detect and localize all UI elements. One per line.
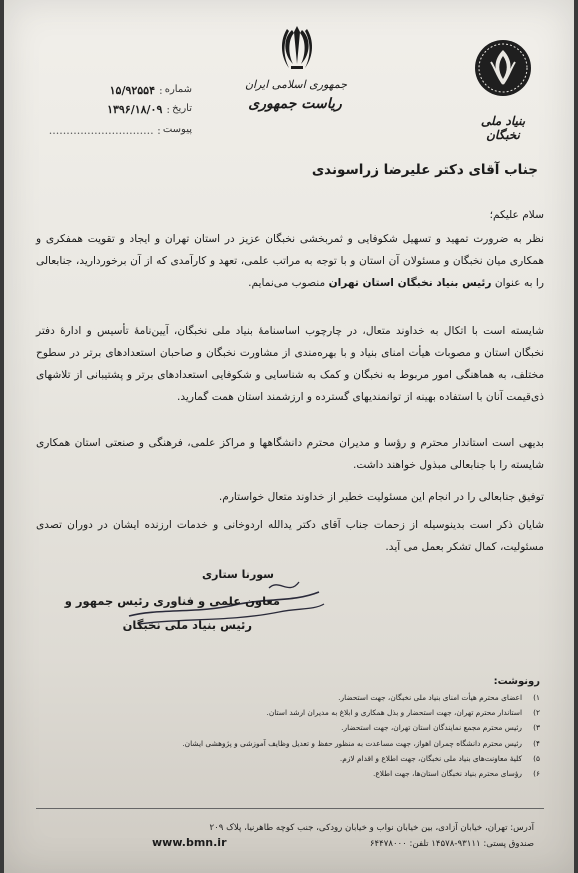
appointment-title: رئیس بنیاد نخبگان استان تهران bbox=[328, 277, 492, 289]
attachment-label: پیوست bbox=[162, 124, 192, 135]
iran-emblem-icon bbox=[279, 24, 315, 72]
signatory-title-2: رئیس بنیاد ملی نخبگان bbox=[122, 618, 252, 632]
letter-date: تاریخ : ۱۳۹۶/۱۸/۰۹ bbox=[107, 103, 192, 116]
number-label: شماره bbox=[164, 84, 192, 95]
date-label: تاریخ bbox=[172, 103, 192, 114]
cc-item: ۵) کلیهٔ معاونت‌های بنیاد ملی نخبگان، جهت اطلاع و اقدام لازم. bbox=[339, 753, 540, 763]
cc-list bbox=[70, 690, 540, 781]
letter-attachment: پیوست : .............................. bbox=[48, 124, 192, 137]
cc-item: ۴) رئیس محترم دانشگاه چمران اهواز، جهت مساعدت به منظور حفظ و تعدیل وظایف آموزشی و پژوهشی ایشان. bbox=[182, 738, 540, 748]
number-value: ۱۵/۹۲۵۵۴ bbox=[109, 84, 155, 97]
cc-item: ۶) رؤسای محترم بنیاد نخبگان استان‌ها، جهت اطلاع. bbox=[373, 769, 540, 779]
cc-item: ۲) استاندار محترم تهران، جهت استحضار و بذل همکاری و ابلاغ به مدیران ارشد استان. bbox=[266, 708, 540, 718]
paragraph-4: توفیق جنابعالی را در انجام این مسئولیت خطیر از خداوند متعال خواستارم. bbox=[218, 491, 544, 503]
cc-item: ۳) رئیس محترم مجمع نمایندگان استان تهران، جهت استحضار. bbox=[341, 723, 540, 733]
gov-line-2: ریاست جمهوری bbox=[248, 96, 342, 112]
paragraph-5: شایان ذکر است بدینوسیله از زحمات جناب آقای دکتر یدالله اردوخانی و خدمات ارزنده ایشان در دوران تصدی مسئولیت، کمال تشکر بعمل می آید. bbox=[36, 519, 544, 553]
bmn-logo-icon bbox=[473, 38, 533, 98]
signatory-title-1: معاون علمی و فناوری رئیس جمهور و bbox=[64, 594, 280, 608]
footer-address: آدرس: تهران، خیابان آزادی، بین خیابان نواب و خیابان رودکی، جنب کوچه طاهرنیا، پلاک ۲۰۹ صندوق پستی: ۹۳۱۱۱-۱۴۵۷۸ تلفن: ۶۴۴۷۸۰۰۰ bbox=[114, 820, 534, 852]
letter-number: شماره : ۱۵/۹۲۵۵۴ bbox=[109, 84, 192, 97]
website-link[interactable]: www.bmn.ir bbox=[152, 836, 227, 849]
signatory-name: سورنا ستاری bbox=[202, 568, 274, 581]
paragraph-1: نظر به ضرورت تمهید و تسهیل شکوفایی و ثمربخشی نخبگان عزیز در استان تهران و ایجاد و تقویت همفکری و همکاری میان نخبگان و مسئولان آن استان و با توجه به مراتب علمی، تعهد و کارآمدی که از آن برخوردارید، جنابعالی را به عنوان رئیس بنیاد نخبگان استان تهران منصوب می‌نمایم. bbox=[36, 233, 544, 289]
greeting: سلام علیکم؛ bbox=[489, 209, 544, 221]
cc-title: رونوشت: bbox=[493, 676, 540, 687]
recipient: جناب آقای دکتر علیرضا زراسوندی bbox=[311, 162, 538, 178]
org-logo bbox=[464, 38, 542, 142]
paragraph-2: شایسته است با اتکال به خداوند متعال، در چارچوب اساسنامهٔ بنیاد ملی نخبگان، آیین‌نامهٔ تأسیس و ادارهٔ دفتر نخبگان استان و مصوبات هیأت امنای بنیاد و با بهره‌مندی از مشاورت نخبگان و صاحبان استعدادهای برتر در سطوح مختلف، به هماهنگی امور مربوط به نخبگان و کمک به شناسایی و شکوفایی استعدادهای برتر و پشتیبانی از تلاشهای ذی‌قیمت آنان با استفاده بهینه از توانمندیهای گسترده و ارزشمند استان همت گمارید. bbox=[36, 325, 544, 403]
footer-contact: صندوق پستی: ۹۳۱۱۱-۱۴۵۷۸ تلفن: ۶۴۴۷۸۰۰۰ bbox=[369, 839, 534, 849]
date-value: ۱۳۹۶/۱۸/۰۹ bbox=[107, 103, 163, 116]
org-name: بنیاد ملی نخبگان bbox=[480, 114, 526, 142]
cc-item: ۱) اعضای محترم هیأت امنای بنیاد ملی نخبگان، جهت استحضار. bbox=[338, 693, 540, 702]
paragraph-3: بدیهی است استاندار محترم و رؤسا و مدیران محترم دانشگاهها و مراکز علمی، فرهنگی و صنعتی استان همکاری شایسته را با جنابعالی مبذول خواهند داشت. bbox=[36, 437, 544, 471]
footer-divider bbox=[36, 808, 544, 809]
letter-paper bbox=[4, 0, 574, 873]
gov-line-1: جمهوری اسلامی ایران bbox=[244, 78, 348, 91]
